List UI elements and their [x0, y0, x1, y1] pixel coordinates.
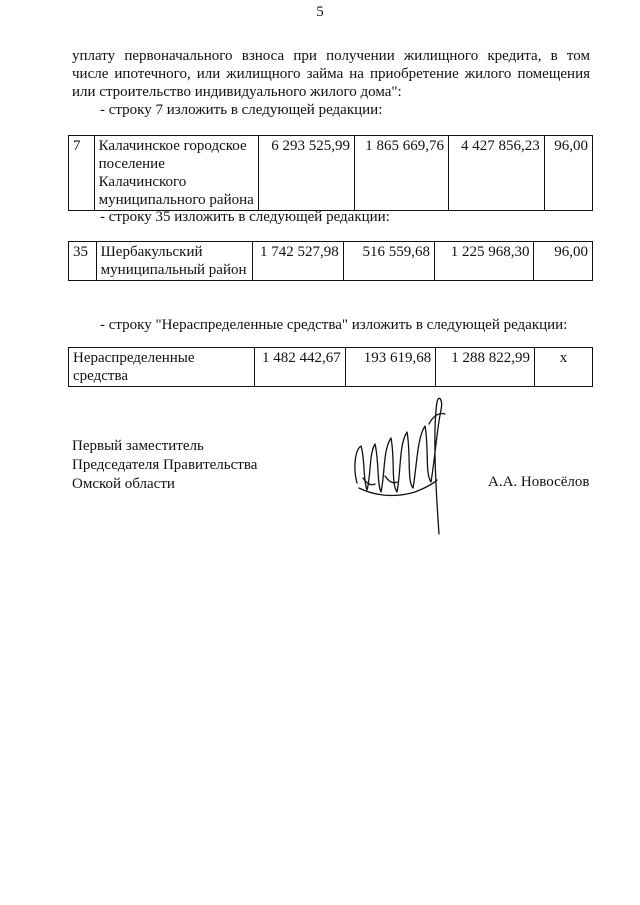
intro-paragraph — [72, 47, 590, 101]
row-number-cell: 35 — [69, 242, 97, 281]
value-cell: 1 482 442,67 — [255, 348, 346, 387]
instruction-row-7: - строку 7 изложить в следующей редакции: — [100, 102, 383, 118]
value-cell: 1 225 968,30 — [435, 242, 534, 281]
value-cell: 96,00 — [534, 242, 593, 281]
signatory-position-line: Первый заместитель — [72, 438, 204, 454]
table-row — [69, 136, 593, 211]
amended-row-35-table — [68, 241, 593, 281]
value-cell: 6 293 525,99 — [259, 136, 355, 211]
amended-unallocated-table — [68, 347, 593, 387]
intro-line: или строительство индивидуального жилого дома": — [72, 84, 402, 100]
table-row — [69, 242, 593, 281]
signatory-position-line: Председателя Правительства — [72, 457, 258, 473]
handwritten-signature — [345, 388, 455, 538]
unallocated-name-cell: Нераспределенные средства — [69, 348, 255, 387]
value-cell: 1 288 822,99 — [436, 348, 535, 387]
page-number: 5 — [316, 4, 324, 20]
value-cell: 96,00 — [544, 136, 592, 211]
signatory-position — [72, 437, 257, 494]
intro-line: числе ипотечного, или жилищного займа на приобретение жилого помещения — [72, 66, 590, 82]
signatory-position-line: Омской области — [72, 476, 175, 492]
value-cell: х — [534, 348, 592, 387]
table-row — [69, 348, 593, 387]
value-cell: 1 742 527,98 — [252, 242, 343, 281]
signatory-name: А.А. Новосёлов — [488, 474, 590, 490]
row-number-cell: 7 — [69, 136, 95, 211]
intro-line: уплату первоначального взноса при получении жилищного кредита, в том — [72, 48, 590, 64]
value-cell: 1 865 669,76 — [354, 136, 448, 211]
instruction-unallocated: - строку "Нераспределенные средства" изложить в следующей редакции: — [100, 317, 568, 333]
amended-row-7-table — [68, 135, 593, 211]
municipality-name-cell: Калачинское городское поселение Калачинского муниципального района — [94, 136, 259, 211]
value-cell: 193 619,68 — [345, 348, 436, 387]
instruction-row-35: - строку 35 изложить в следующей редакции: — [100, 209, 390, 225]
value-cell: 516 559,68 — [343, 242, 434, 281]
value-cell: 4 427 856,23 — [449, 136, 545, 211]
municipality-name-cell: Шербакульский муниципальный район — [96, 242, 252, 281]
